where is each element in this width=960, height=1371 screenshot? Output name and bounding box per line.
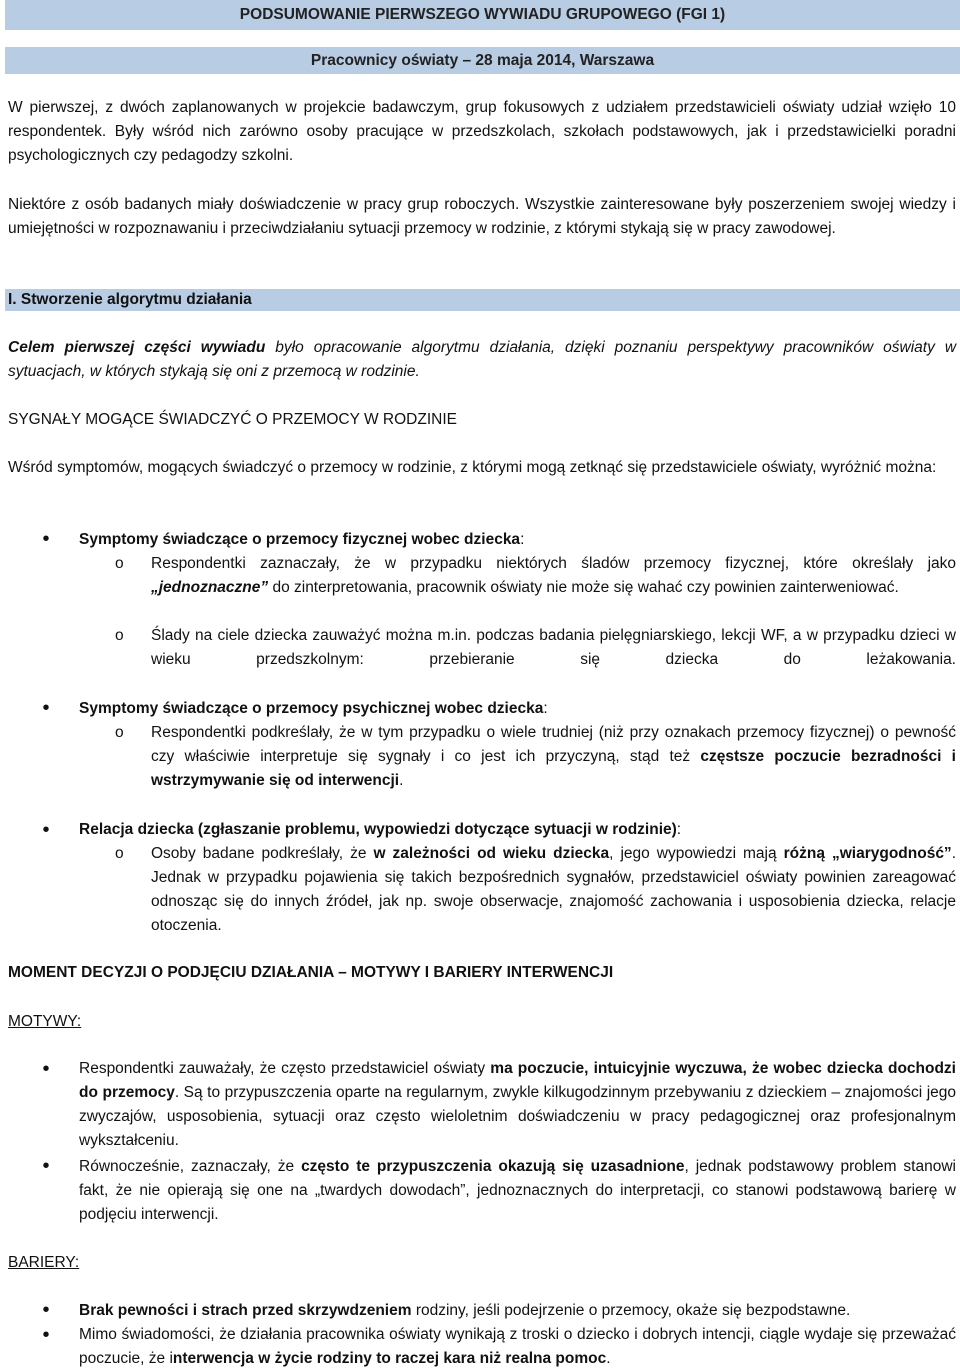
goal-bold: Celem pierwszej części wywiadu [8, 339, 266, 356]
sub-item: Respondentki zaznaczały, że w przypadku niektórych śladów przemocy fizycznej, które określały jako „jednoznaczne” do zinterpretowania, pracownik oświaty nie może się wahać czy powinien zainterweniować. [151, 555, 956, 596]
bullet-icon: • [42, 1299, 50, 1321]
circle-bullet-icon: o [115, 845, 124, 862]
signals-heading: SYGNAŁY MOGĄCE ŚWIADCZYĆ O PRZEMOCY W RODZINIE [8, 411, 457, 428]
bullet-icon: • [42, 1324, 50, 1346]
goal-text: było opracowanie algorytmu działania, dzięki poznaniu perspektywy pracowników oświaty w sytuacjach, w których stykają się oni z przemocą w rodzinie. [8, 339, 957, 380]
bullet-icon: • [42, 1058, 50, 1080]
item-title: Symptomy świadczące o przemocy fizycznej wobec dziecka [79, 531, 521, 548]
document-subtitle: Pracownicy oświaty – 28 maja 2014, Warszawa [5, 47, 960, 74]
signal-item-psychological: Symptomy świadczące o przemocy psychicznej wobec dziecka: [79, 700, 548, 717]
document-title: PODSUMOWANIE PIERWSZEGO WYWIADU GRUPOWEGO (FGI 1) [5, 0, 960, 30]
section-goal [8, 336, 956, 384]
intro-paragraph-1: W pierwszej, z dwóch zaplanowanych w projekcie badawczym, grup fokusowych z udziałem przedstawicieli oświaty udział wzięło 10 respondentek. Były wśród nich zarówno osoby pracujące w przedszkolach, szkołach podstawowych, jak i przedstawicielki poradni psychologicznych czy pedagodzy szkolni. [8, 99, 956, 164]
barrier-item: Brak pewności i strach przed skrzywdzeniem rodziny, jeśli podejrzenie o przemocy, okaże się bezpodstawne. [79, 1302, 851, 1319]
bullet-icon: • [42, 528, 50, 550]
circle-bullet-icon: o [115, 555, 124, 572]
circle-bullet-icon: o [115, 627, 124, 644]
sub-item: Ślady na ciele dziecka zauważyć można m.in. podczas badania pielęgniarskiego, lekcji WF, a w przypadku dzieci w wieku przedszkolnym: przebieranie się dziecka do leżakowania. [151, 627, 956, 668]
sub-item: Respondentki podkreślały, że w tym przypadku o wiele trudniej (niż przy oznakach przemocy fizycznej) o pewność czy właściwie interpretuje się sygnały i co jest ich przyczyną, stąd też częstsze poczucie bezradności i wstrzymywanie się od interwencji. [151, 724, 956, 789]
signal-item-physical [79, 528, 956, 552]
sub-item: Osoby badane podkreślały, że w zależności od wieku dziecka, jego wypowiedzi mają różną „wiarygodność”. Jednak w przypadku pojawienia się takich bezpośrednich sygnałów, przedstawiciel oświaty powinien zareagować odnosząc się do innych źródeł, jak np. swoje obserwacje, znajomość zachowania i usposobienia dziecka, relacje otoczenia. [151, 845, 956, 934]
decision-heading: MOMENT DECYZJI O PODJĘCIU DZIAŁANIA – MOTYWY I BARIERY INTERWENCJI [8, 964, 614, 981]
intro-paragraph-2: Niektóre z osób badanych miały doświadczenie w pracy grup roboczych. Wszystkie zainteresowane były poszerzeniem swojej wiedzy i umiejętności w rozpoznawaniu i przeciwdziałaniu sytuacji przemocy w rodzinie, z którymi stykają się w pracy zawodowej. [8, 196, 956, 237]
section-heading: I. Stworzenie algorytmu działania [8, 291, 252, 308]
motive-item: Równocześnie, zaznaczały, że często te przypuszczenia okazują się uzasadnione, jednak podstawowy problem stanowi fakt, że nie opierają się one na „twardych dowodach”, jednoznacznych do interpretacji, co stanowi podstawową barierę w podjęciu interwencji. [79, 1158, 956, 1223]
item-colon: : [520, 531, 525, 548]
bullet-icon: • [42, 697, 50, 719]
signal-item-child-report: Relacja dziecka (zgłaszanie problemu, wypowiedzi dotyczące sytuacji w rodzinie): [79, 821, 682, 838]
barriers-label: BARIERY: [8, 1254, 80, 1271]
bullet-icon: • [42, 819, 50, 841]
motive-item: Respondentki zauważały, że często przedstawiciel oświaty ma poczucie, intuicyjnie wyczuwa, że wobec dziecka dochodzi do przemocy. Są to przypuszczenia oparte na regularnym, zwykle kilkugodzinnym przebywaniu z dzieckiem – znajomości jego zwyczajów, usposobienia, sytuacji oraz często wieloletnim doświadczeniu w pracy pedagogicznej oraz profesjonalnym wykształceniu. [79, 1060, 956, 1149]
motives-label: MOTYWY: [8, 1013, 82, 1030]
barrier-item: Mimo świadomości, że działania pracownika oświaty wynikają z troski o dziecko i dobrych intencji, ciągle wydaje się przeważać poczucie, że interwencja w życie rodziny to raczej kara niż realna pomoc. [79, 1326, 956, 1367]
signals-intro: Wśród symptomów, mogących świadczyć o przemocy w rodzinie, z którymi mogą zetknąć się przedstawiciele oświaty, wyróżnić można: [8, 459, 937, 476]
circle-bullet-icon: o [115, 724, 124, 741]
bullet-icon: • [42, 1155, 50, 1177]
